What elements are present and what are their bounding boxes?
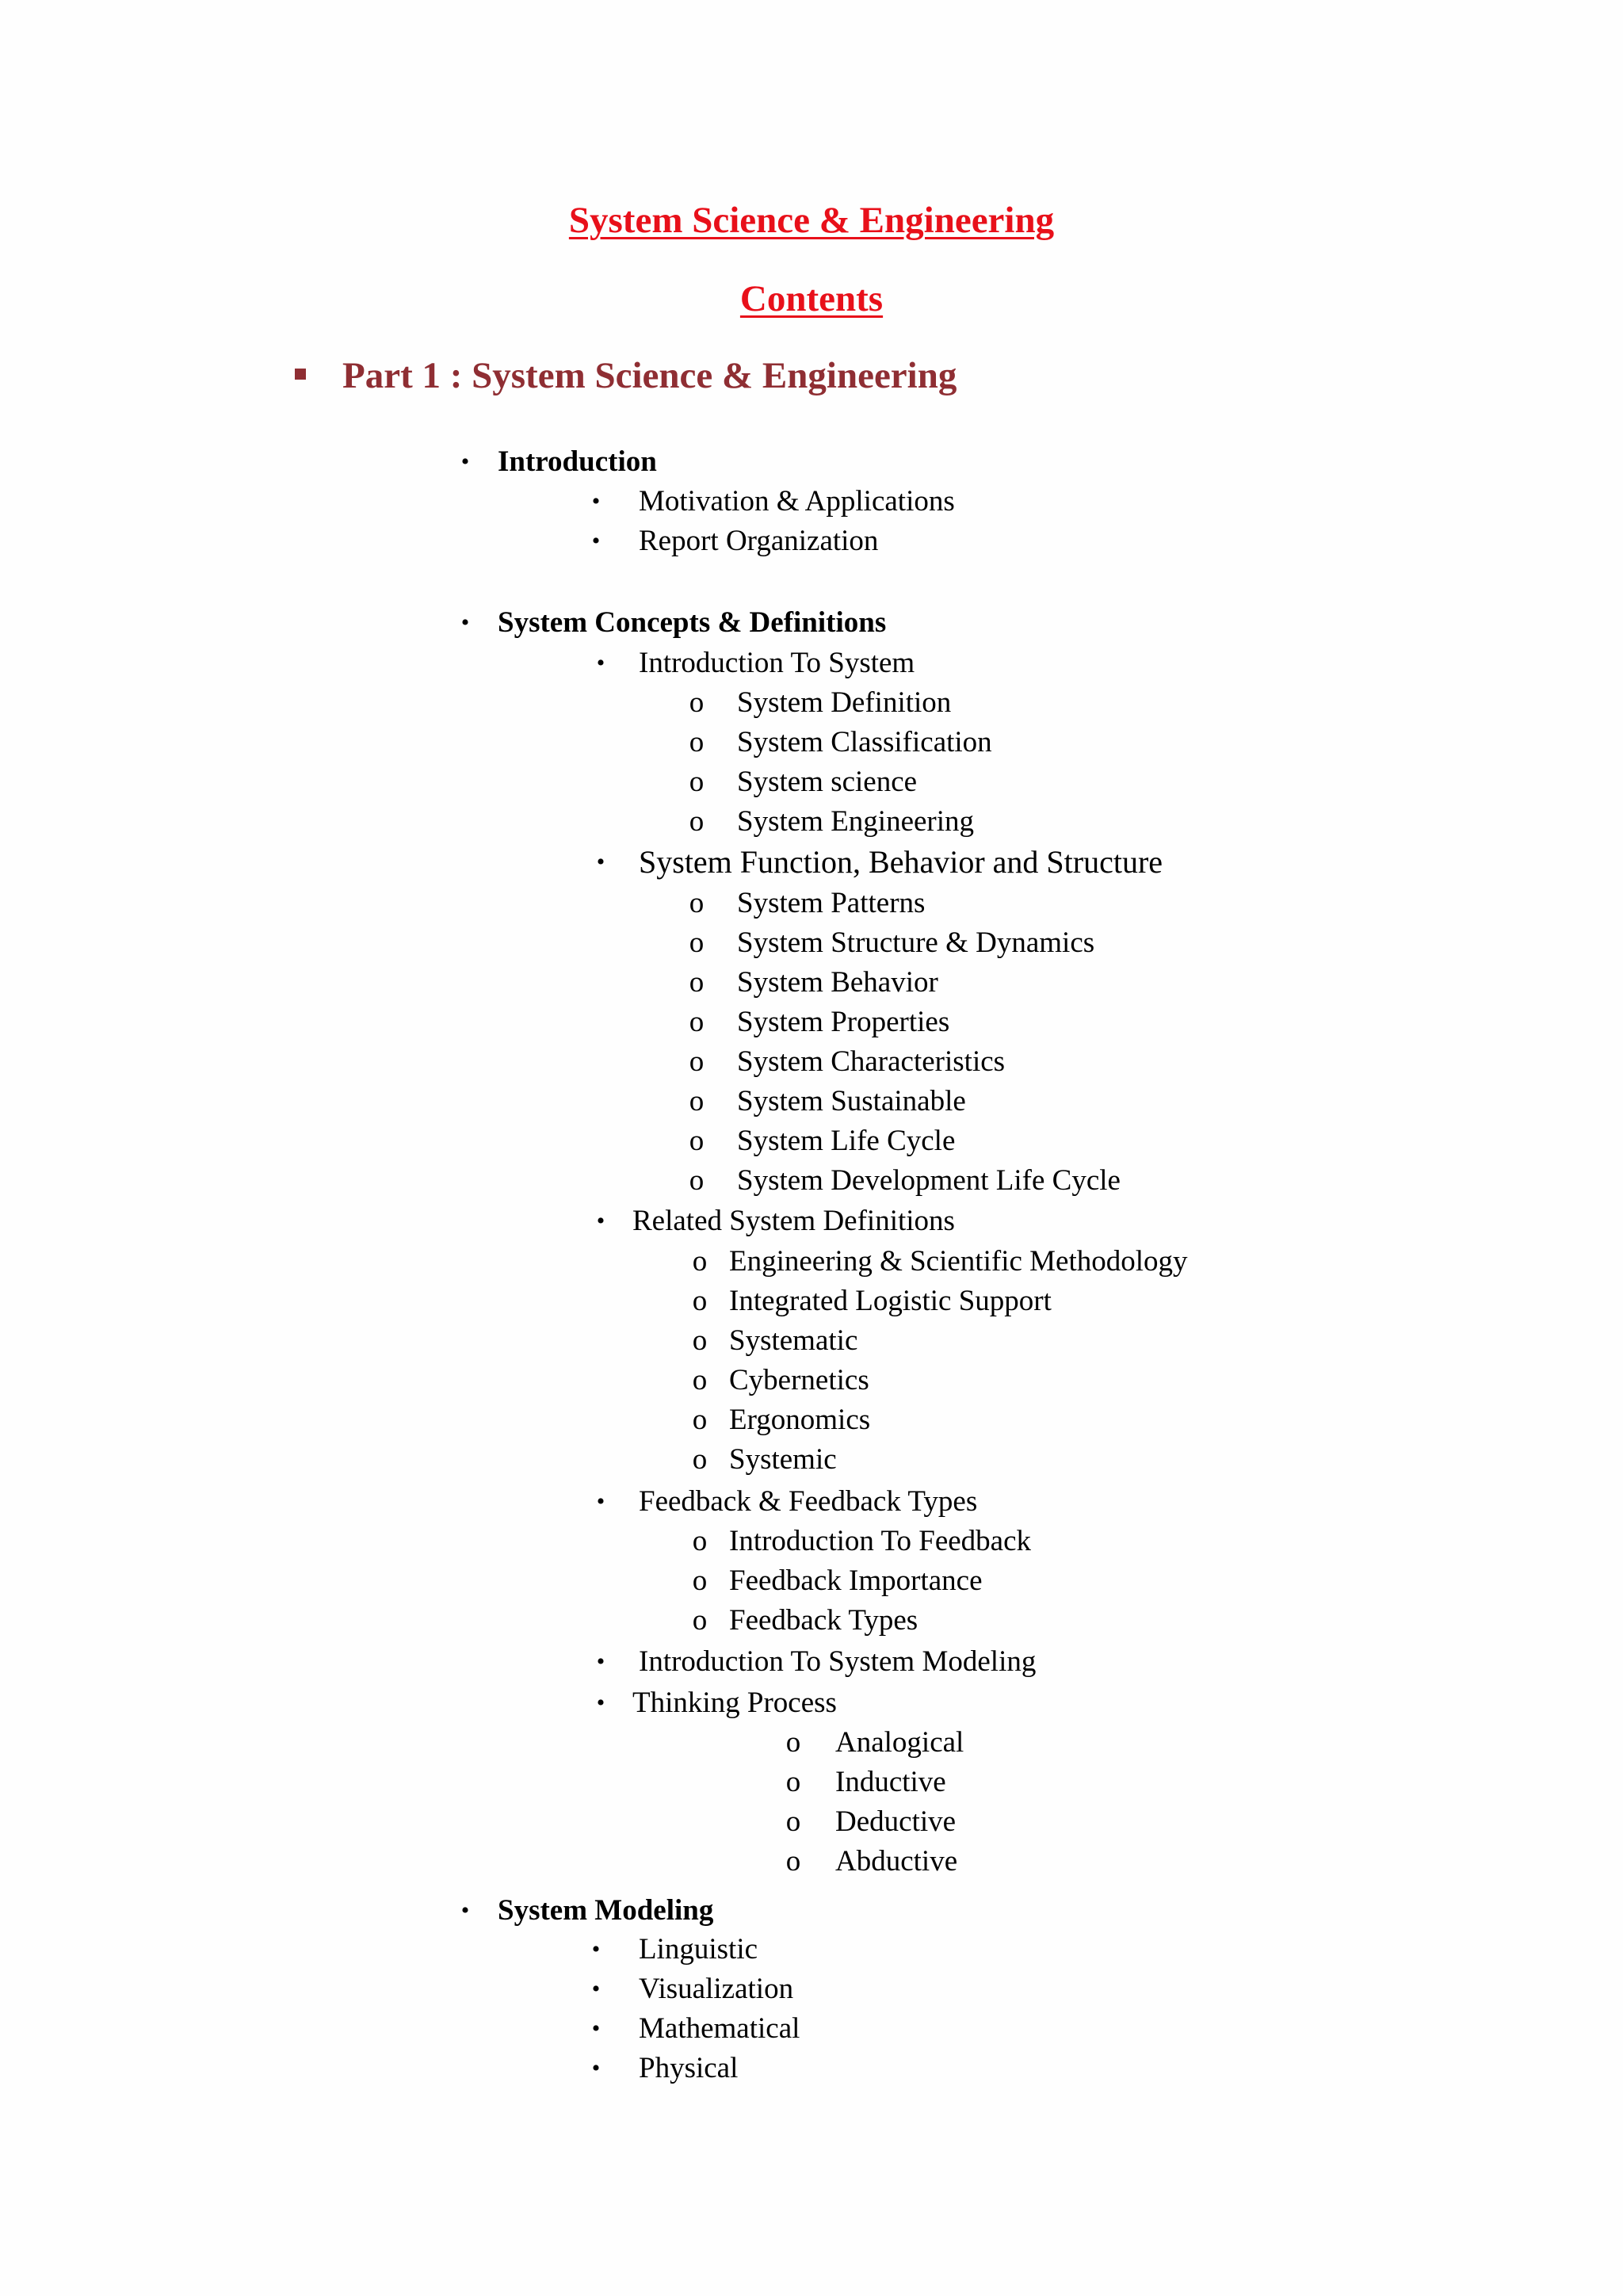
hollow-bullet-icon: o	[689, 686, 705, 719]
toc-item-label: Ergonomics	[729, 1404, 871, 1436]
hollow-bullet-icon: o	[785, 1726, 801, 1759]
bullet-icon: •	[460, 609, 470, 636]
toc-item-label: Report Organization	[639, 525, 879, 557]
toc-subsection-label: Introduction To System Modeling	[639, 1645, 1037, 1678]
toc-item-label: Inductive	[835, 1766, 946, 1798]
toc-item-label: Abductive	[835, 1845, 958, 1878]
document-title: System Science & Engineering	[568, 200, 1055, 241]
toc-subsection-label: Introduction To System	[639, 647, 915, 679]
toc-item-label: Engineering & Scientific Methodology	[729, 1245, 1188, 1278]
toc-item-label: System Patterns	[737, 887, 926, 919]
hollow-bullet-icon: o	[692, 1245, 708, 1278]
hollow-bullet-icon: o	[692, 1443, 708, 1476]
toc-item-label: System Structure & Dynamics	[737, 926, 1095, 959]
toc-item-label: System Sustainable	[737, 1085, 966, 1117]
toc-item-label: Systematic	[729, 1324, 858, 1357]
bullet-icon: •	[591, 488, 601, 514]
hollow-bullet-icon: o	[692, 1525, 708, 1557]
bullet-icon: •	[591, 2015, 601, 2042]
toc-item-label: System Life Cycle	[737, 1125, 956, 1157]
hollow-bullet-icon: o	[689, 1085, 705, 1117]
hollow-bullet-icon: o	[785, 1845, 801, 1878]
toc-item-label: System Classification	[737, 726, 992, 758]
hollow-bullet-icon: o	[689, 966, 705, 999]
toc-item-label: Analogical	[835, 1726, 964, 1759]
toc-section-label: System Modeling	[498, 1894, 714, 1927]
bullet-icon: •	[460, 1897, 470, 1924]
bullet-icon: •	[596, 650, 605, 676]
toc-item-label: Integrated Logistic Support	[729, 1285, 1052, 1317]
hollow-bullet-icon: o	[785, 1766, 801, 1798]
toc-item-label: System Properties	[737, 1006, 950, 1038]
hollow-bullet-icon: o	[689, 805, 705, 838]
bullet-icon: •	[596, 1488, 605, 1515]
hollow-bullet-icon: o	[692, 1604, 708, 1637]
bullet-icon: •	[596, 1208, 605, 1234]
square-bullet-icon	[295, 369, 306, 380]
hollow-bullet-icon: o	[689, 726, 705, 758]
toc-item-label: Introduction To Feedback	[729, 1525, 1032, 1557]
bullet-icon: •	[591, 1976, 601, 2002]
toc-item-label: System Engineering	[737, 805, 975, 838]
hollow-bullet-icon: o	[689, 1006, 705, 1038]
hollow-bullet-icon: o	[692, 1564, 708, 1597]
contents-heading: Contents	[739, 278, 884, 319]
bullet-icon: •	[591, 2055, 601, 2081]
toc-item-label: System science	[737, 766, 918, 798]
toc-item-label: Motivation & Applications	[639, 485, 955, 518]
toc-item-label: Feedback Types	[729, 1604, 918, 1637]
hollow-bullet-icon: o	[785, 1805, 801, 1838]
toc-item-label: Deductive	[835, 1805, 957, 1838]
toc-subsection-label: Related System Definitions	[632, 1205, 955, 1237]
toc-item-label: Linguistic	[639, 1933, 758, 1966]
hollow-bullet-icon: o	[692, 1364, 708, 1396]
toc-item-label: System Definition	[737, 686, 952, 719]
toc-item-label: System Characteristics	[737, 1045, 1006, 1078]
toc-item-label: Visualization	[639, 1973, 794, 2005]
toc-section-label: System Concepts & Definitions	[498, 606, 887, 639]
bullet-icon: •	[591, 1936, 601, 1962]
hollow-bullet-icon: o	[689, 1164, 705, 1197]
toc-item-label: Mathematical	[639, 2012, 800, 2045]
toc-subsection-label: Feedback & Feedback Types	[639, 1485, 978, 1518]
hollow-bullet-icon: o	[689, 887, 705, 919]
toc-subsection-label: System Function, Behavior and Structure	[639, 844, 1163, 880]
hollow-bullet-icon: o	[689, 1125, 705, 1157]
hollow-bullet-icon: o	[689, 926, 705, 959]
toc-item-label: Feedback Importance	[729, 1564, 983, 1597]
bullet-icon: •	[596, 849, 605, 875]
toc-item-label: Cybernetics	[729, 1364, 869, 1396]
hollow-bullet-icon: o	[692, 1404, 708, 1436]
toc-item-label: Systemic	[729, 1443, 837, 1476]
toc-subsection-label: Thinking Process	[632, 1687, 837, 1719]
part-1-heading	[295, 352, 957, 399]
bullet-icon: •	[596, 1648, 605, 1675]
toc-item-label: Physical	[639, 2052, 739, 2084]
part-1-label: Part 1 : System Science & Engineering	[342, 355, 957, 396]
toc-section-label: Introduction	[498, 445, 657, 478]
toc-item-label: System Development Life Cycle	[737, 1164, 1121, 1197]
bullet-icon: •	[596, 1690, 605, 1716]
hollow-bullet-icon: o	[692, 1285, 708, 1317]
bullet-icon: •	[591, 528, 601, 554]
hollow-bullet-icon: o	[689, 766, 705, 798]
bullet-icon: •	[460, 449, 470, 475]
toc-item-label: System Behavior	[737, 966, 938, 999]
hollow-bullet-icon: o	[689, 1045, 705, 1078]
hollow-bullet-icon: o	[692, 1324, 708, 1357]
